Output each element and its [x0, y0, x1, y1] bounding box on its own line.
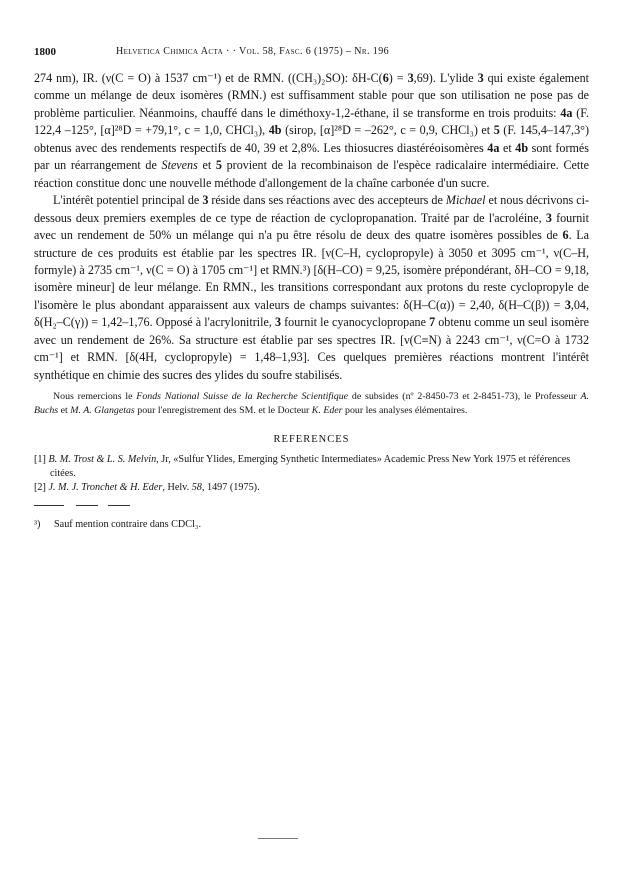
references-heading: REFERENCES [273, 434, 350, 446]
reference-item: [1] B. M. Trost & L. S. Melvin, Jr, «Sulfur Ylides, Emerging Synthetic Intermediates» Academic Press New York 1975 et références citées. [34, 454, 571, 480]
page-end-rule [258, 838, 298, 839]
footnote [34, 519, 589, 530]
journal-page [34, 46, 589, 530]
footnote-mark: ³) [34, 519, 41, 531]
running-title: Helvetica Chimica Acta · · Vol. 58, Fasc. 6 (1975) – Nr. 196 [116, 46, 389, 57]
paragraph-2: L'intérêt potentiel principal de 3 réside dans ses réactions avec des accepteurs de Michael et nous décrivons ci-dessous deux premiers exemples de ce type de réaction de cyclopropanation. Traité par de l'acroléine, 3 fournit avec un rendement de 50% un mélange qui n'a pu être résolu de deux des quatre isomères possibles de 6. La structure de ces produits est établie par les spectres IR. [ν(C–H, cyclopropyle) à 3050 et 3095 cm⁻¹, ν(C–H, formyle) à 2735 cm⁻¹, ν(C = O) à 1705 cm⁻¹] et RMN.³) [δ(H–CO) = 9,25, isomère prépondérant, δH–CO = 9,18, isomère mineur] de leur mélange. En RMN., les transitions correspondant aux protons du reste cyclopropyle de l'isomère le plus abondant apparaissent aux valeurs de champs suivantes: δ(H–C(α)) = 2,40, δ(H–C(β)) = 3,04, δ(H₂–C(γ)) = 1,42–1,76. Opposé à l'acrylonitrile, 3 fournit le cyanocyclopropane 7 obtenu comme un seul isomère avec un rendement de 26%. Sa structure est établie par ses spectres IR. [ν(C≡N) à 2243 cm⁻¹, ν(C=O à 1732 cm⁻¹] et RMN. [δ(4H, cyclopropyle) = 1,48–1,93]. Ces quelques premières réactions montrent l'intérêt synthétique en chimie des sucres des ylides du soufre stabilisés. [34, 193, 589, 382]
paragraph-1: 274 nm), IR. (ν(C = O) à 1537 cm⁻¹) et de RMN. ((CH₃)₂SO): δH-C(6) = 3,69). L'ylide 3 qui existe également comme un mélange de deux isomères (RMN.) est suffisamment stable pour que son utilisation ne pose pas de problème particulier. Néanmoins, chauffé dans le diméthoxy-1,2-éthane, il se transforme en trois produits: 4a (F. 122,4 –125°, [α]²⁸D = +79,1°, c = 1,0, CHCl₃), 4b (sirop, [α]²⁸D = –262°, c = 0,9, CHCl₃) et 5 (F. 145,4–147,3°) obtenus avec des rendements respectifs de 40, 39 et 2,8%. Les thiosucres diastéréoisomères 4a et 4b sont formés par un réarrangement de Stevens et 5 provient de la recombinaison de l'espèce radicalaire intermédiaire. Cette réaction constitue donc une nouvelle méthode d'allongement de la chaîne carbonée d'un sucre. [34, 71, 589, 190]
acknowledgement: Nous remercions le Fonds National Suisse de la Recherche Scientifique de subsides (nº 2-8450-73 et 2-8451-73), le Professeur A. Buchs et M. A. Glangetas pour l'enregistrement des SM. et le Docteur K. Eder pour les analyses élémentaires. [34, 391, 589, 417]
reference-list [34, 453, 589, 495]
footnote-text: Sauf mention contraire dans CDCl₃. [54, 519, 201, 531]
page-number: 1800 [34, 46, 56, 58]
footnote-separator [34, 505, 589, 509]
running-header [34, 46, 589, 62]
article-body [34, 70, 589, 384]
reference-item: [2] J. M. J. Tronchet & H. Eder, Helv. 58, 1497 (1975). [34, 482, 260, 494]
